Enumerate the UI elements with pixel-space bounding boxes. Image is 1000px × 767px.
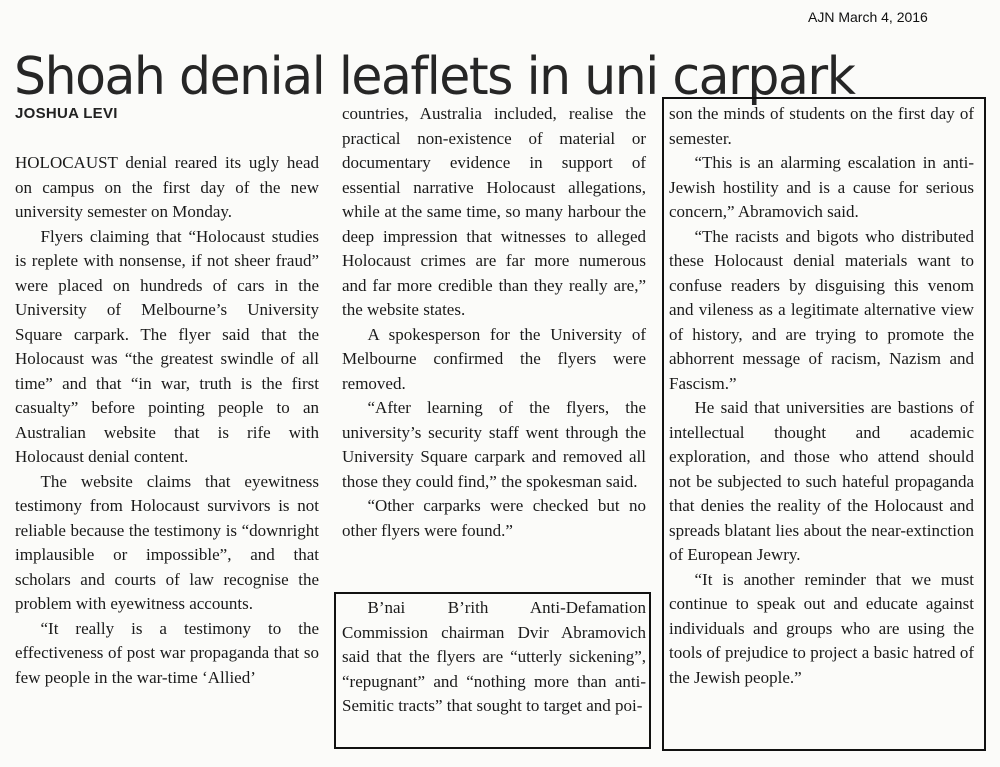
paragraph: countries, Australia included, realise the practical non-existence of material or documentary evidence in support of essential narrative Holocaust allegations, while at the same time, so many harbour the deep impression that witnesses to alleged Holocaust crimes are far more numerous and far more credible than they really are,” the website states. [342, 104, 646, 319]
paragraph: “After learning of the flyers, the university’s security staff went through the University Square carpark and removed all those they could find,” the spokesman said. [342, 398, 646, 491]
paragraph: A spokesperson for the University of Melbourne confirmed the flyers were removed. [342, 324, 646, 393]
paragraph: HOLOCAUST denial reared its ugly head on campus on the first day of the new university semester on Monday. [15, 153, 319, 221]
paragraph: B’nai B’rith Anti-Defamation Commission chairman Dvir Abramovich said that the flyers are “utterly sickening”, “repugnant” and “nothing more than anti-Semitic tracts” that sought to target and poi- [342, 598, 646, 715]
paragraph: He said that universities are bastions of intellectual thought and academic exploration, and those who attend should not be subjected to such hateful propaganda that denies the reality of the Holocaust and spreads blatant lies about the near-extinction of European Jewry. [669, 398, 974, 564]
paragraph: “This is an alarming escalation in anti-Jewish hostility and is a cause for serious concern,” Abramovich said. [669, 153, 974, 221]
paragraph: Flyers claiming that “Holocaust studies is replete with nonsense, if not sheer fraud” were placed on hundreds of cars in the University of Melbourne’s University Square carpark. The flyer said that the Holocaust was “the greatest swindle of all time” and that “in war, truth is the first casualty” before pointing people to an Australian website that is rife with Holocaust denial content. [15, 226, 319, 466]
paragraph: “The racists and bigots who distributed these Holocaust denial materials want to confuse readers by disguising this venom and vileness as a legitimate alternative view of history, and are trying to promote the abhorrent message of racism, Nazism and Fascism.” [669, 226, 974, 393]
highlight-box-column-2 [334, 592, 651, 749]
source-date-label: AJN March 4, 2016 [808, 9, 928, 25]
highlight-box-column-3 [662, 97, 986, 751]
paragraph: “It really is a testimony to the effectiveness of post war propaganda that so few people in the war-time ‘Allied’ [15, 618, 319, 687]
paragraph: “It is another reminder that we must continue to speak out and educate against individuals and groups who are using the tools of prejudice to project a basic hatred of the Jewish people.” [669, 569, 974, 687]
headline: Shoah denial leaflets in uni carpark [14, 46, 855, 107]
byline: JOSHUA LEVI [15, 105, 118, 122]
paragraph: “Other carparks were checked but no other flyers were found.” [342, 496, 646, 540]
paragraph: The website claims that eyewitness testimony from Holocaust survivors is not reliable because the testimony is “downright implausible or impossible”, and that scholars and courts of law recognise the problem with eyewitness accounts. [15, 471, 319, 613]
paragraph: son the minds of students on the first day of semester. [669, 104, 974, 148]
article-column-1 [15, 151, 319, 690]
article-column-2 [342, 102, 646, 543]
